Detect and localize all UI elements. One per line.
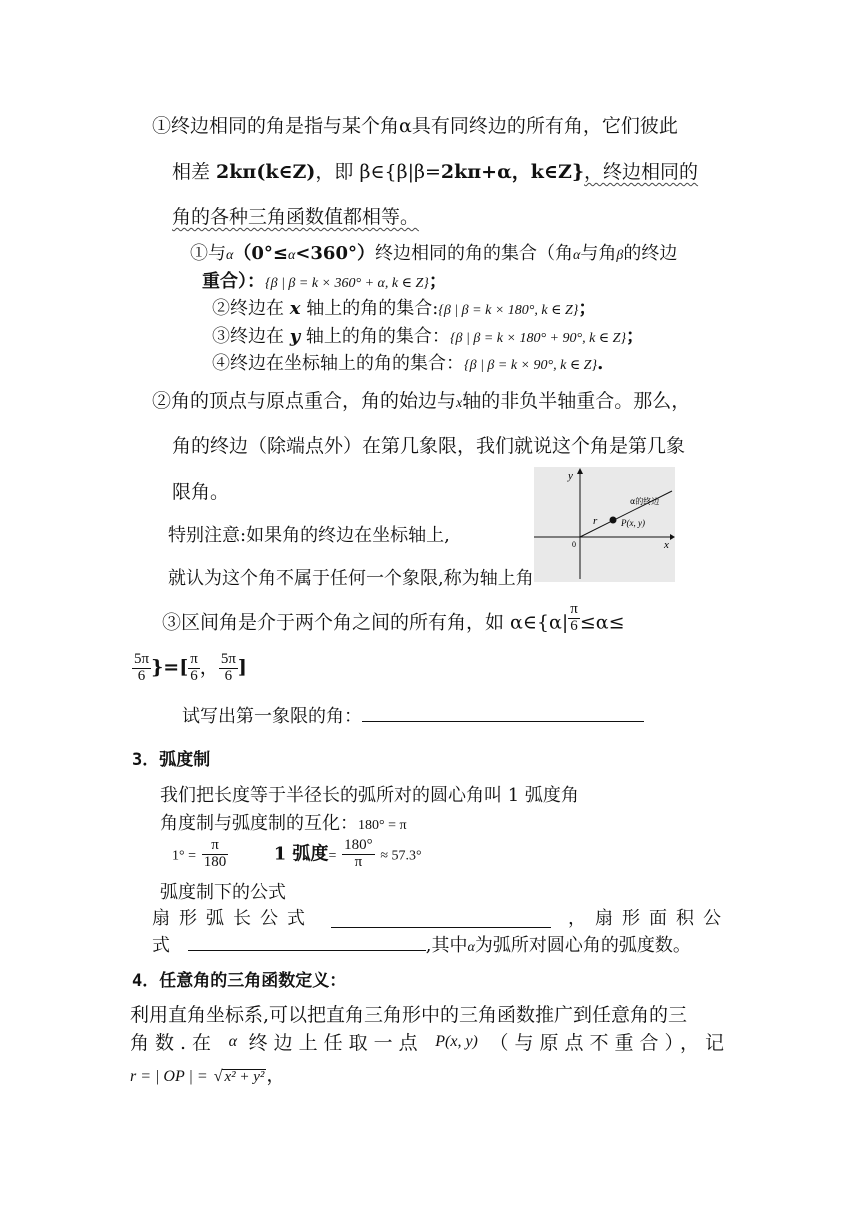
sub-item-1-line2: 重合）：{β | β = k × 360° + α, k ∈ Z}； [202, 271, 447, 292]
exercise-prompt: 试写出第一象限的角： [182, 708, 644, 726]
item1-line3: 角的各种三角函数值都相等。 [172, 206, 420, 228]
conversion-line: 角度制与弧度制的互化：180° = π [160, 813, 407, 834]
answer-blank-sector-area[interactable] [188, 949, 426, 951]
sector-formulas-line1: 扇形弧长公式 ，扇形面积公 [152, 908, 730, 929]
definition-line1: 利用直角坐标系,可以把直角三角形中的三角函数推广到任意角的三 [130, 1004, 688, 1026]
item2-line1: ②角的顶点与原点重合，角的始边与x轴的非负半轴重合。那么， [152, 390, 691, 412]
x-axis-label: x [664, 539, 669, 551]
sub-item-2: ②终边在 x 轴上的角的集合:{β | β = k × 180°, k ∈ Z}； [212, 298, 597, 319]
angle-terminal-side-figure [534, 467, 675, 582]
answer-blank-first-quadrant[interactable] [362, 720, 644, 722]
item1-line2: 相差 2kπ(k∈Z)，即 β∈{β|β=2kπ+α，k∈Z}，终边相同的 [172, 161, 699, 183]
r-label: r [593, 515, 598, 527]
one-degree-fraction: $\frac{\pi}{180}$ [203, 837, 227, 870]
sector-formulas-line2: 式 ,其中α为弧所对圆心角的弧度数。 [152, 935, 691, 956]
item1-line1: ①终边相同的角是指与某个角α具有同终边的所有角，它们彼此 [152, 115, 678, 137]
pi-over-6-fraction: $\frac{\pi}{6}$ [570, 601, 578, 634]
origin-label: 0 [572, 540, 576, 549]
coordinate-diagram [534, 467, 675, 582]
definition-line2: 角数.在 α 终边上任取一点 P(x, y) （与原点不重合），记 [130, 1032, 730, 1054]
sqrt-sign: √ [213, 1068, 223, 1085]
definition-line3: r = | OP | = √ x² + y² ， [130, 1064, 286, 1086]
item3-line1: ③区间角是介于两个角之间的所有角，如 α∈{α| $\frac{\pi}{6}$ ≤α≤ [162, 601, 625, 634]
section-3-title: 3．弧度制 [132, 750, 211, 770]
p-label: P(x, y) [621, 518, 645, 528]
item2-line2: 角的终边（除端点外）在第几象限，我们就说这个角是第几象 [172, 435, 686, 457]
terminal-side-label: α的终边 [630, 497, 660, 506]
sub-item-1: ①与α（0°≤α<360°）终边相同的角的集合（角α与角β的终边 [190, 243, 678, 264]
five-pi-over-6-fraction-2: $\frac{5\pi}{6}$ [220, 651, 236, 684]
radian-definition: 我们把长度等于半径长的弧所对的圆心角叫 1 弧度角 [160, 785, 579, 806]
sub-item-3: ③终边在 y 轴上的角的集合：{β | β = k × 180° + 90°, k ∈ Z}； [212, 326, 645, 347]
sub-item-4: ④终边在坐标轴上的角的集合：{β | β = k × 90°, k ∈ Z}. [212, 353, 604, 374]
one-radian-fraction: $\frac{180^\circ}{\pi}$ [344, 837, 373, 870]
y-axis-label: y [568, 470, 573, 482]
five-pi-over-6-fraction: $\frac{5\pi}{6}$ [134, 651, 150, 684]
item3-line2: $\frac{5\pi}{6}$ }=[ $\frac{\pi}{6}$ ， $\frac{5\pi}{6}$ ] [134, 651, 247, 684]
item2-line3: 限角。 [172, 481, 230, 503]
pi-over-6-fraction-2: $\frac{\pi}{6}$ [190, 651, 198, 684]
answer-blank-arc-length[interactable] [331, 926, 551, 928]
point-p-marker [610, 517, 617, 524]
item2-note2: 就认为这个角不属于任何一个象限,称为轴上角 [168, 568, 534, 589]
formula-title: 弧度制下的公式 [160, 882, 286, 903]
conversion-formulas: 1° = $\frac{\pi}{180}$ 1 弧度= $\frac{180^\circ}{\pi}$ ≈ 57.3° [172, 837, 422, 870]
item2-note1: 特别注意:如果角的终边在坐标轴上, [168, 525, 450, 546]
section-4-title: 4．任意角的三角函数定义： [132, 971, 347, 991]
